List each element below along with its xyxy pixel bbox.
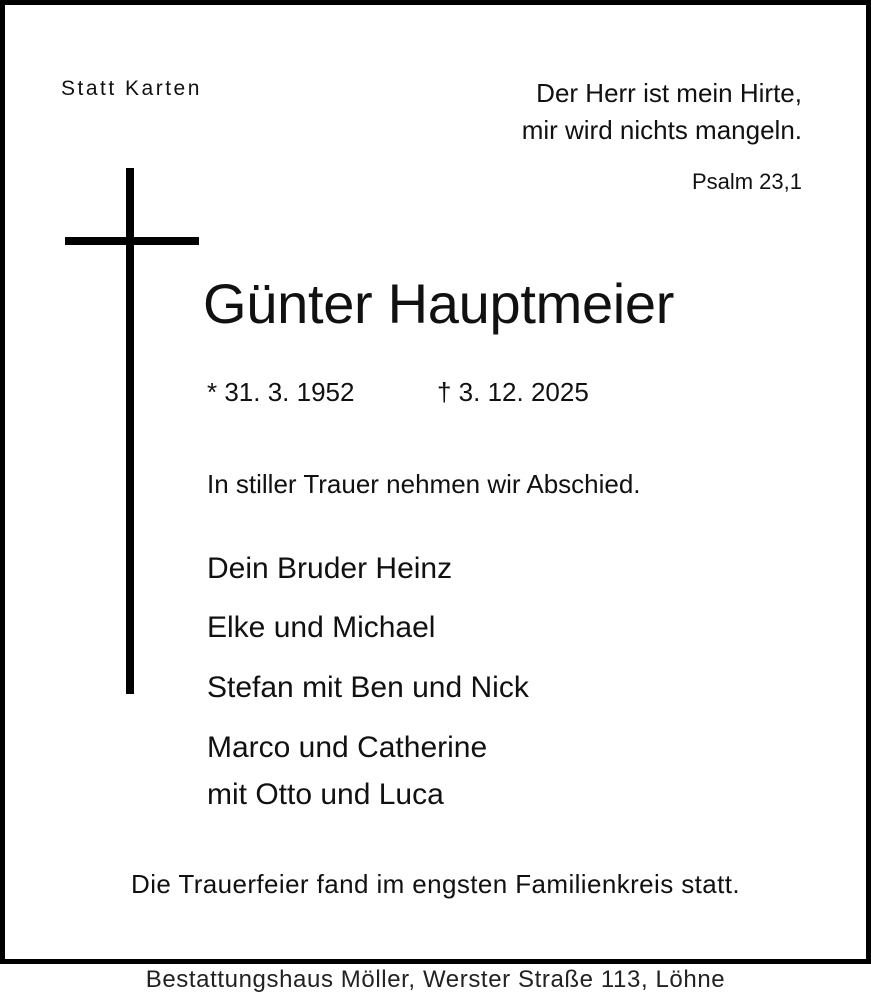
- statt-karten-label: Statt Karten: [61, 77, 202, 100]
- death-date: † 3. 12. 2025: [437, 377, 589, 407]
- funeral-note: Die Trauerfeier fand im engsten Familienkreis statt.: [131, 869, 740, 899]
- mourning-text: In stiller Trauer nehmen wir Abschied.: [207, 469, 641, 499]
- mourner-line: Marco und Catherine: [207, 731, 488, 764]
- mourner-line: Stefan mit Ben und Nick: [207, 671, 529, 704]
- birth-date: * 31. 3. 1952: [207, 377, 355, 407]
- mourner-line: mit Otto und Luca: [207, 778, 444, 811]
- deceased-name: Günter Hauptmeier: [203, 272, 675, 335]
- bible-verse: [522, 75, 802, 149]
- funeral-home-footer: Bestattungshaus Möller, Werster Straße 113, Löhne: [145, 966, 726, 993]
- verse-source: Psalm 23,1: [691, 169, 802, 194]
- cross-icon: [126, 168, 134, 694]
- mourner-line: Elke und Michael: [207, 611, 436, 644]
- verse-line-2: mir wird nichts mangeln.: [521, 115, 802, 145]
- cross-icon-bar: [65, 237, 199, 245]
- verse-line-1: Der Herr ist mein Hirte,: [536, 78, 802, 108]
- mourner-line: Dein Bruder Heinz: [207, 552, 453, 585]
